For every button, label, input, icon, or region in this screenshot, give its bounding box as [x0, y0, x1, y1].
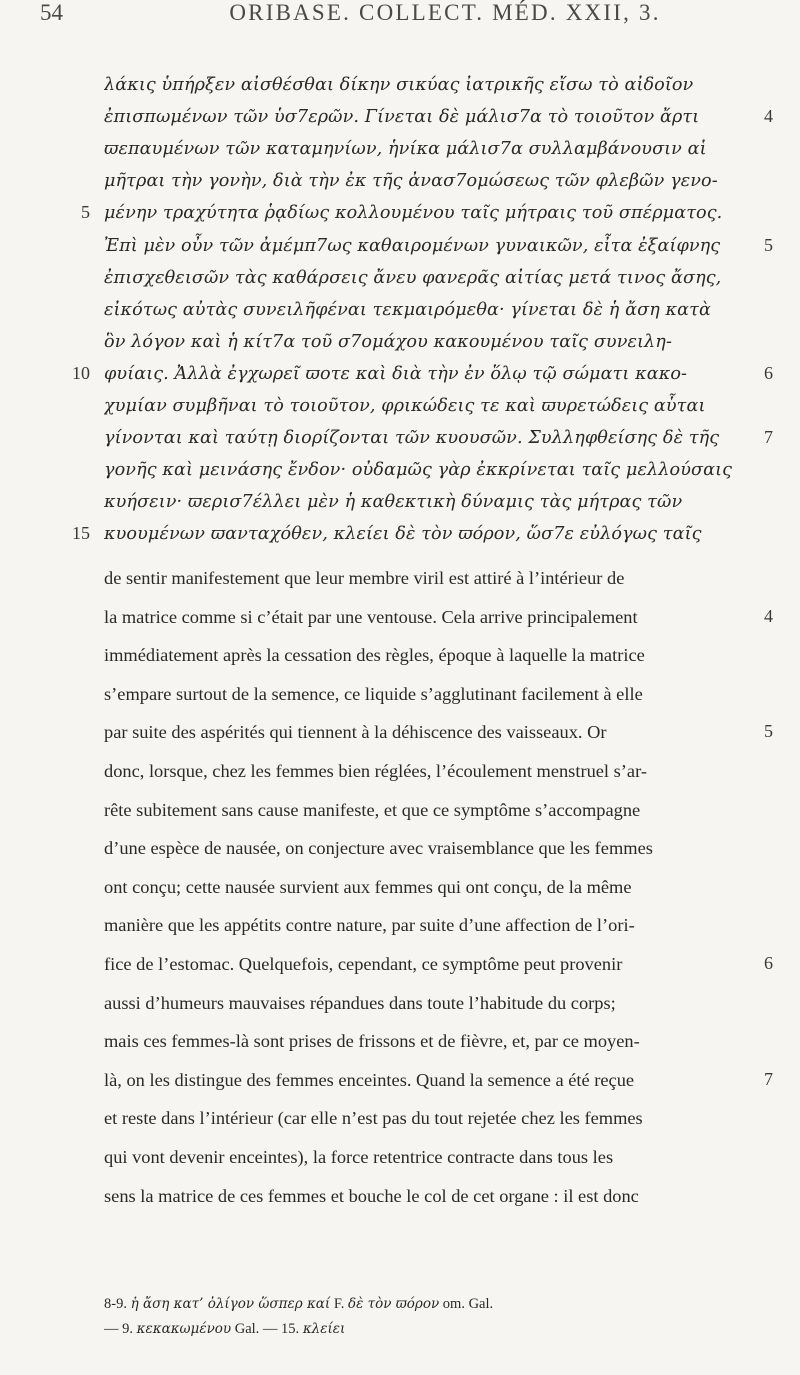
greek-line-text: λάκις ὑπήρξεν αἰσθέσθαι δίκην σικύας ἰατρικῆς εἴσω τὸ αἰδοῖον — [104, 75, 694, 95]
line-number-right: 6 — [764, 362, 773, 383]
greek-line-text: μένην τραχύτητα ῥᾳδίως κολλουμένου ταῖς μήτραις τοῦ σπέρματος. — [104, 203, 723, 224]
greek-line — [0, 326, 800, 358]
footnote-text: Gal. — 15. — [231, 1321, 303, 1337]
greek-line — [0, 518, 800, 550]
greek-line-text: Ἐπὶ μὲν οὖν τῶν ἀμέμπ7ως καθαιρομένων γυναικῶν, εἶτα ἐξαίφνης — [104, 235, 721, 256]
french-line-text: immédiatement après la cessation des règles, époque à laquelle la matrice — [104, 645, 645, 666]
french-line — [0, 758, 800, 786]
greek-line-text: κυήσειν· ϖερισ7έλλει μὲν ἡ καθεκτικὴ δύναμις τὰς μήτρας τῶν — [104, 492, 683, 513]
french-line-text: qui vont devenir enceintes), la force retentrice contracte dans tous les — [104, 1147, 614, 1167]
french-line — [0, 797, 800, 825]
greek-line — [0, 197, 800, 229]
greek-line — [0, 294, 800, 326]
line-number-left: 10 — [72, 362, 90, 383]
french-line — [0, 951, 800, 979]
greek-line-text: μῆτραι τὴν γονὴν, διὰ τὴν ἐκ τῆς ἀνασ7ομώσεως τῶν φλεβῶν γενο- — [104, 171, 718, 192]
footnote-text: F. — [330, 1296, 348, 1312]
footnote-greek: κλείει — [302, 1321, 346, 1337]
greek-line-text: κυουμένων ϖανταχόθεν, κλείει δὲ τὸν ϖόρον, ὥσ7ε εὐλόγως ταῖς — [104, 524, 702, 545]
french-line-text: fice de l’estomac. Quelquefois, cependant, ce symptôme peut provenir — [104, 954, 623, 974]
footnote-greek: ἡ ἄση κατ’ ὀλίγον ὥσπερ καί — [130, 1296, 331, 1312]
french-line — [0, 565, 800, 593]
french-line-text: et reste dans l’intérieur (car elle n’est pas du tout rejetée chez les femmes — [104, 1108, 643, 1129]
footnote-line — [104, 1293, 764, 1315]
french-line — [0, 1067, 800, 1095]
greek-line — [0, 486, 800, 518]
french-line-text: par suite des aspérités qui tiennent à la déhiscence des vaisseaux. Or — [104, 722, 607, 743]
greek-line — [0, 69, 800, 101]
page-number: 54 — [40, 0, 63, 25]
greek-line — [0, 390, 800, 422]
line-number-left: 5 — [81, 202, 90, 223]
greek-line — [0, 262, 800, 294]
greek-line — [0, 133, 800, 165]
greek-line — [0, 230, 800, 262]
french-line — [0, 1144, 800, 1172]
french-line — [0, 642, 800, 670]
french-line — [0, 912, 800, 940]
greek-line — [0, 165, 800, 197]
greek-line-text: φυίαις. Ἀλλὰ ἐγχωρεῖ ϖοτε καὶ διὰ τὴν ἐν ὅλῳ τῷ σώματι κακο- — [104, 363, 688, 384]
french-line-text: là, on les distingue des femmes enceintes. Quand la semence a été reçue — [104, 1069, 635, 1090]
line-number-right: 5 — [764, 721, 773, 742]
line-number-right: 6 — [764, 953, 773, 973]
french-line — [0, 990, 800, 1018]
greek-line-text: εἰκότως αὐτὰς συνειλῆφέναι τεκμαιρόμεθα· γίνεται δὲ ἡ ἄση κατὰ — [104, 299, 711, 320]
footnote-ref: 8-9. — [104, 1296, 131, 1312]
greek-line-text: ὃν λόγον καὶ ἡ κίτ7α τοῦ σ7ομάχου κακουμένου ταῖς συνειλη- — [104, 331, 672, 352]
french-line-text: d’une espèce de nausée, on conjecture avec vraisemblance que les femmes — [104, 838, 653, 859]
footnote-greek: δὲ τὸν ϖόρον — [348, 1296, 440, 1312]
footnote-greek: κεκακωμένου — [136, 1321, 232, 1337]
greek-line-text: ἐπισπωμένων τῶν ὑσ7ερῶν. Γίνεται δὲ μάλισ7α τὸ τοιοῦτον ἄρτι — [104, 107, 700, 128]
page-header — [36, 0, 764, 40]
french-line-text: rête subitement sans cause manifeste, et que ce symptôme s’accompagne — [104, 799, 641, 820]
greek-line-text: γονῆς καὶ μεινάσης ἔνδον· οὐδαμῶς γὰρ ἐκκρίνεται ταῖς μελλούσαις — [104, 460, 733, 481]
french-line-text: mais ces femmes-là sont prises de frissons et de fièvre, et, par ce moyen- — [104, 1031, 640, 1052]
french-line-text: sens la matrice de ces femmes et bouche le col de cet organe : il est donc — [104, 1185, 639, 1206]
line-number-right: 4 — [764, 106, 773, 127]
running-title: ORIBASE. COLLECT. MÉD. XXII, 3. — [229, 0, 661, 25]
french-line — [0, 1028, 800, 1056]
line-number-left: 15 — [72, 523, 90, 544]
footnote-line — [104, 1318, 764, 1340]
french-line — [0, 719, 800, 747]
line-number-right: 7 — [764, 1068, 773, 1089]
line-number-right: 4 — [764, 605, 773, 626]
french-line-text: manière que les appétits contre nature, par suite d’une affection de l’ori- — [104, 915, 635, 936]
french-line — [0, 1183, 800, 1211]
greek-line-text: ϖεπαυμένων τῶν καταμηνίων, ἡνίκα μάλισ7α συλλαμβάνουσιν αἱ — [104, 139, 707, 160]
line-number-right: 5 — [764, 234, 773, 255]
french-line-text: ont conçu; cette nausée survient aux femmes qui ont conçu, de la même — [104, 876, 632, 897]
french-line — [0, 835, 800, 863]
french-line-text: la matrice comme si c’était par une ventouse. Cela arrive principalement — [104, 606, 638, 627]
french-line — [0, 874, 800, 902]
greek-line-text: γίνονται καὶ ταύτῃ διορίζονται τῶν κυουσῶν. Συλληφθείσης δὲ τῆς — [104, 428, 720, 449]
french-line-text: s’empare surtout de la semence, ce liquide s’agglutinant facilement à elle — [104, 683, 643, 704]
greek-line — [0, 454, 800, 486]
footnote-text: om. Gal. — [439, 1296, 494, 1312]
french-line-text: de sentir manifestement que leur membre viril est attiré à l’intérieur de — [104, 568, 625, 588]
greek-line-text: χυμίαν συμβῆναι τὸ τοιοῦτον, φρικώδεις τε καὶ ϖυρετώδεις αὗται — [104, 396, 706, 416]
french-line — [0, 1105, 800, 1133]
line-number-right: 7 — [764, 427, 773, 448]
french-line — [0, 604, 800, 632]
french-line-text: aussi d’humeurs mauvaises répandues dans toute l’habitude du corps; — [104, 992, 616, 1013]
footnote-ref: — 9. — [104, 1321, 137, 1337]
greek-line — [0, 422, 800, 454]
greek-line — [0, 101, 800, 133]
french-line-text: donc, lorsque, chez les femmes bien réglées, l’écoulement menstruel s’ar- — [104, 761, 647, 781]
greek-line-text: ἐπισχεθεισῶν τὰς καθάρσεις ἄνευ φανερᾶς αἰτίας μετά τινος ἄσης, — [104, 267, 722, 288]
french-line — [0, 681, 800, 709]
greek-line — [0, 358, 800, 390]
